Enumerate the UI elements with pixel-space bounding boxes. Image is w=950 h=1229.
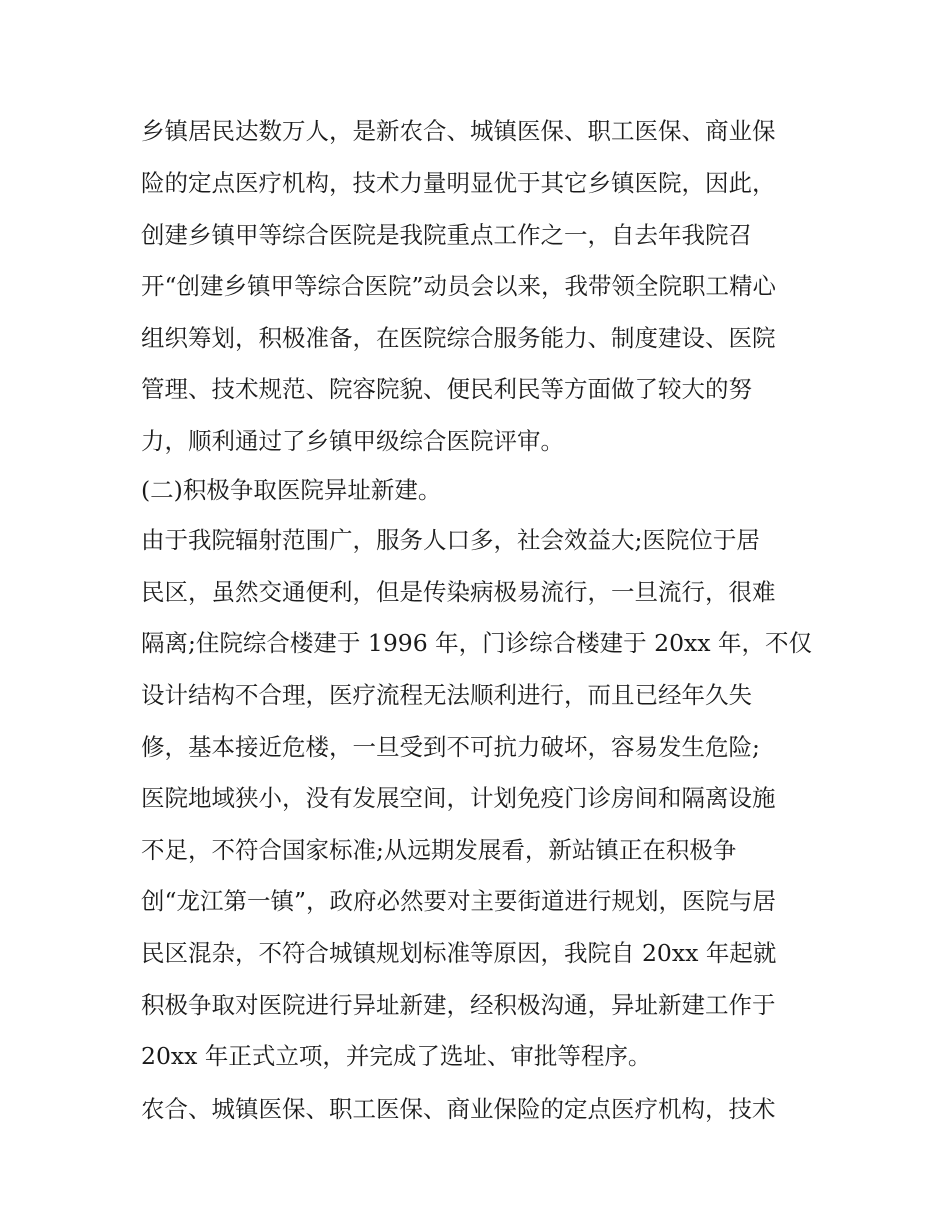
text-line: 力，顺利通过了乡镇甲级综合医院评审。 <box>141 427 564 455</box>
text-line: 组织筹划，积极准备，在医院综合服务能力、制度建设、医院 <box>141 324 776 352</box>
text-line: 设计结构不合理，医疗流程无法顺利进行，而且已经年久失 <box>141 681 752 709</box>
text-line: 管理、技术规范、院容院貌、便民利民等方面做了较大的努 <box>141 375 752 403</box>
text-line: 隔离;住院综合楼建于 1996 年，门诊综合楼建于 20xx 年，不仅 <box>141 629 813 657</box>
text-line: 修，基本接近危楼，一旦受到不可抗力破坏，容易发生危险; <box>141 733 760 761</box>
text-line: 民区混杂，不符合城镇规划标准等原因，我院自 20xx 年起就 <box>141 939 777 967</box>
text-line: 医院地域狭小，没有发展空间，计划免疫门诊房间和隔离设施 <box>141 784 776 812</box>
text-line: 不足，不符合国家标准;从远期发展看，新站镇正在积极争 <box>141 836 737 864</box>
text-line: 创“龙江第一镇”，政府必然要对主要街道进行规划，医院与居 <box>141 887 777 915</box>
text-line: 创建乡镇甲等综合医院是我院重点工作之一，自去年我院召 <box>141 221 752 249</box>
text-line: 积极争取对医院进行异址新建，经积极沟通，异址新建工作于 <box>141 991 776 1019</box>
text-line: 开“创建乡镇甲等综合医院”动员会以来，我带领全院职工精心 <box>141 272 777 300</box>
text-line: 由于我院辐射范围广，服务人口多，社会效益大;医院位于居 <box>141 526 760 554</box>
text-line: 险的定点医疗机构，技术力量明显优于其它乡镇医院，因此， <box>141 169 776 197</box>
text-line: 民区，虽然交通便利，但是传染病极易流行，一旦流行，很难 <box>141 578 776 606</box>
section-heading: (二)积极争取医院异址新建。 <box>141 476 442 504</box>
text-line: 乡镇居民达数万人，是新农合、城镇医保、职工医保、商业保 <box>141 117 776 145</box>
text-line: 农合、城镇医保、职工医保、商业保险的定点医疗机构，技术 <box>141 1095 776 1123</box>
text-line: 20xx 年正式立项，并完成了选址、审批等程序。 <box>141 1042 652 1070</box>
